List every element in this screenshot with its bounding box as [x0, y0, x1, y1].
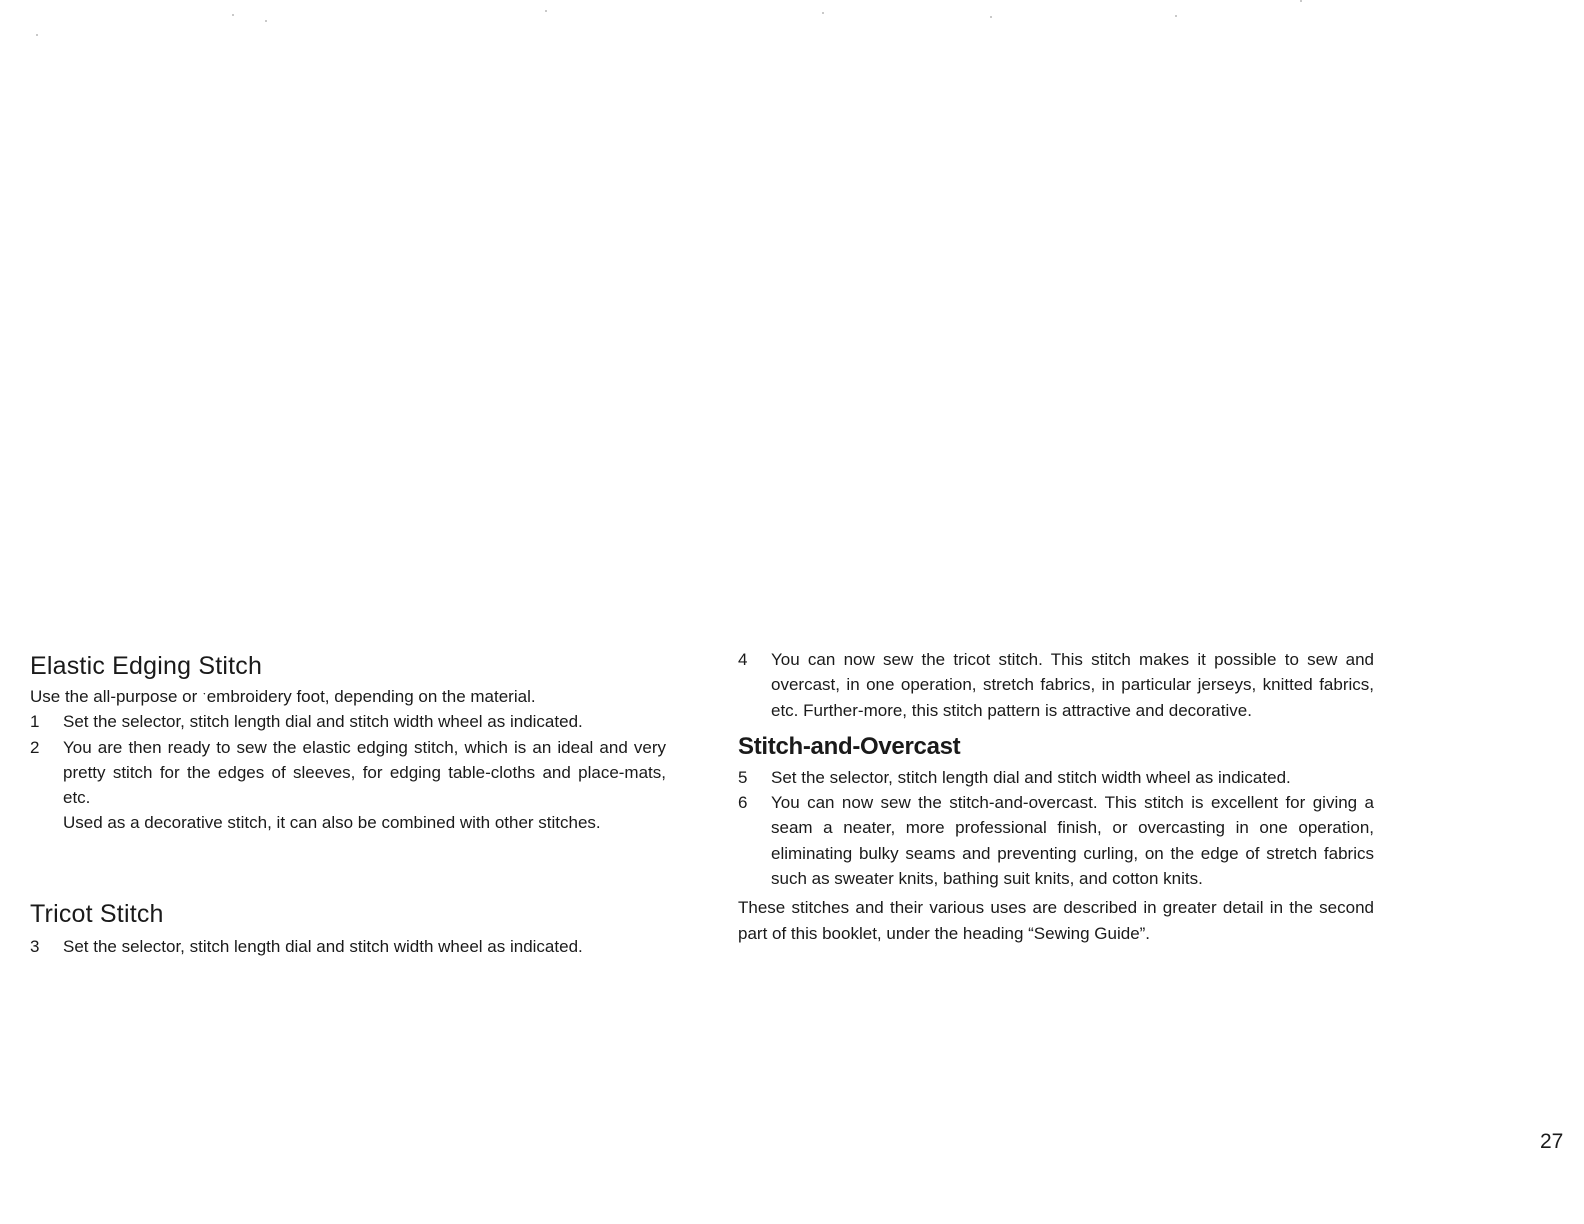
step-number: 2	[30, 737, 40, 757]
step-text: Set the selector, stitch length dial and stitch width wheel as indicated.	[63, 936, 583, 956]
step-number: 6	[738, 793, 748, 813]
section-title-elastic-edging: Elastic Edging Stitch	[30, 652, 263, 680]
step-item	[30, 735, 666, 836]
step-item	[738, 790, 1374, 891]
step-text: You can now sew the stitch-and-overcast. This stitch is excellent for giving a seam a neater, more professional finish, or overcasting in one operation, eliminating bulky seams and preventing curling, on the edge of stretch fabrics such as sweater knits, bathing suit knits, and cotton knits.	[771, 793, 1374, 889]
step-number: 5	[738, 767, 748, 787]
speck	[545, 10, 547, 12]
section-title-tricot: Tricot Stitch	[30, 899, 164, 928]
step-item	[30, 709, 666, 734]
scan-edge-speckle	[0, 0, 1584, 44]
step-text: Set the selector, stitch length dial and stitch width wheel as indicated.	[771, 767, 1291, 787]
page-number: 27	[1540, 1130, 1564, 1153]
step-number: 1	[30, 712, 40, 732]
right-column	[738, 647, 1374, 946]
faded-illustration-area	[30, 60, 1350, 630]
section-title-stitch-and-overcast: Stitch-and-Overcast	[738, 732, 961, 760]
closing-paragraph: These stitches and their various uses are described in greater detail in the second part of this booklet, under the heading “Sewing Guide”.	[738, 898, 1374, 943]
speck	[1300, 0, 1302, 2]
step-text: You are then ready to sew the elastic edging stitch, which is an ideal and very pretty stitch for the edges of sleeves, for edging table-cloths and place-mats, etc.	[63, 737, 666, 808]
step-item	[738, 765, 1374, 790]
step-text-extra: Used as a decorative stitch, it can also be combinеd with other stitches.	[63, 813, 601, 833]
step-item	[30, 934, 666, 959]
step-text: Set the selector, stitch length dial and stitch width wheel as indicated.	[63, 712, 583, 732]
speck	[36, 34, 38, 36]
speck	[265, 20, 267, 22]
intro-paragraph: Use the all-purpose or ˑembroidery foot, depending on the material.	[30, 687, 536, 706]
speck	[1175, 15, 1177, 17]
step-number: 3	[30, 936, 40, 956]
speck	[822, 12, 824, 14]
left-column	[30, 650, 666, 959]
step-text: You can now sew the tricot stitch. This stitch makes it possible to sew and overcast, in one operation, stretch fabrics, in particular jerseys, knitted fabrics, etc. Further-more, this stitch pattern is attractive and decorative.	[771, 650, 1374, 720]
step-item	[738, 647, 1374, 723]
step-number: 4	[738, 650, 748, 669]
speck	[232, 14, 234, 16]
speck	[990, 16, 992, 18]
